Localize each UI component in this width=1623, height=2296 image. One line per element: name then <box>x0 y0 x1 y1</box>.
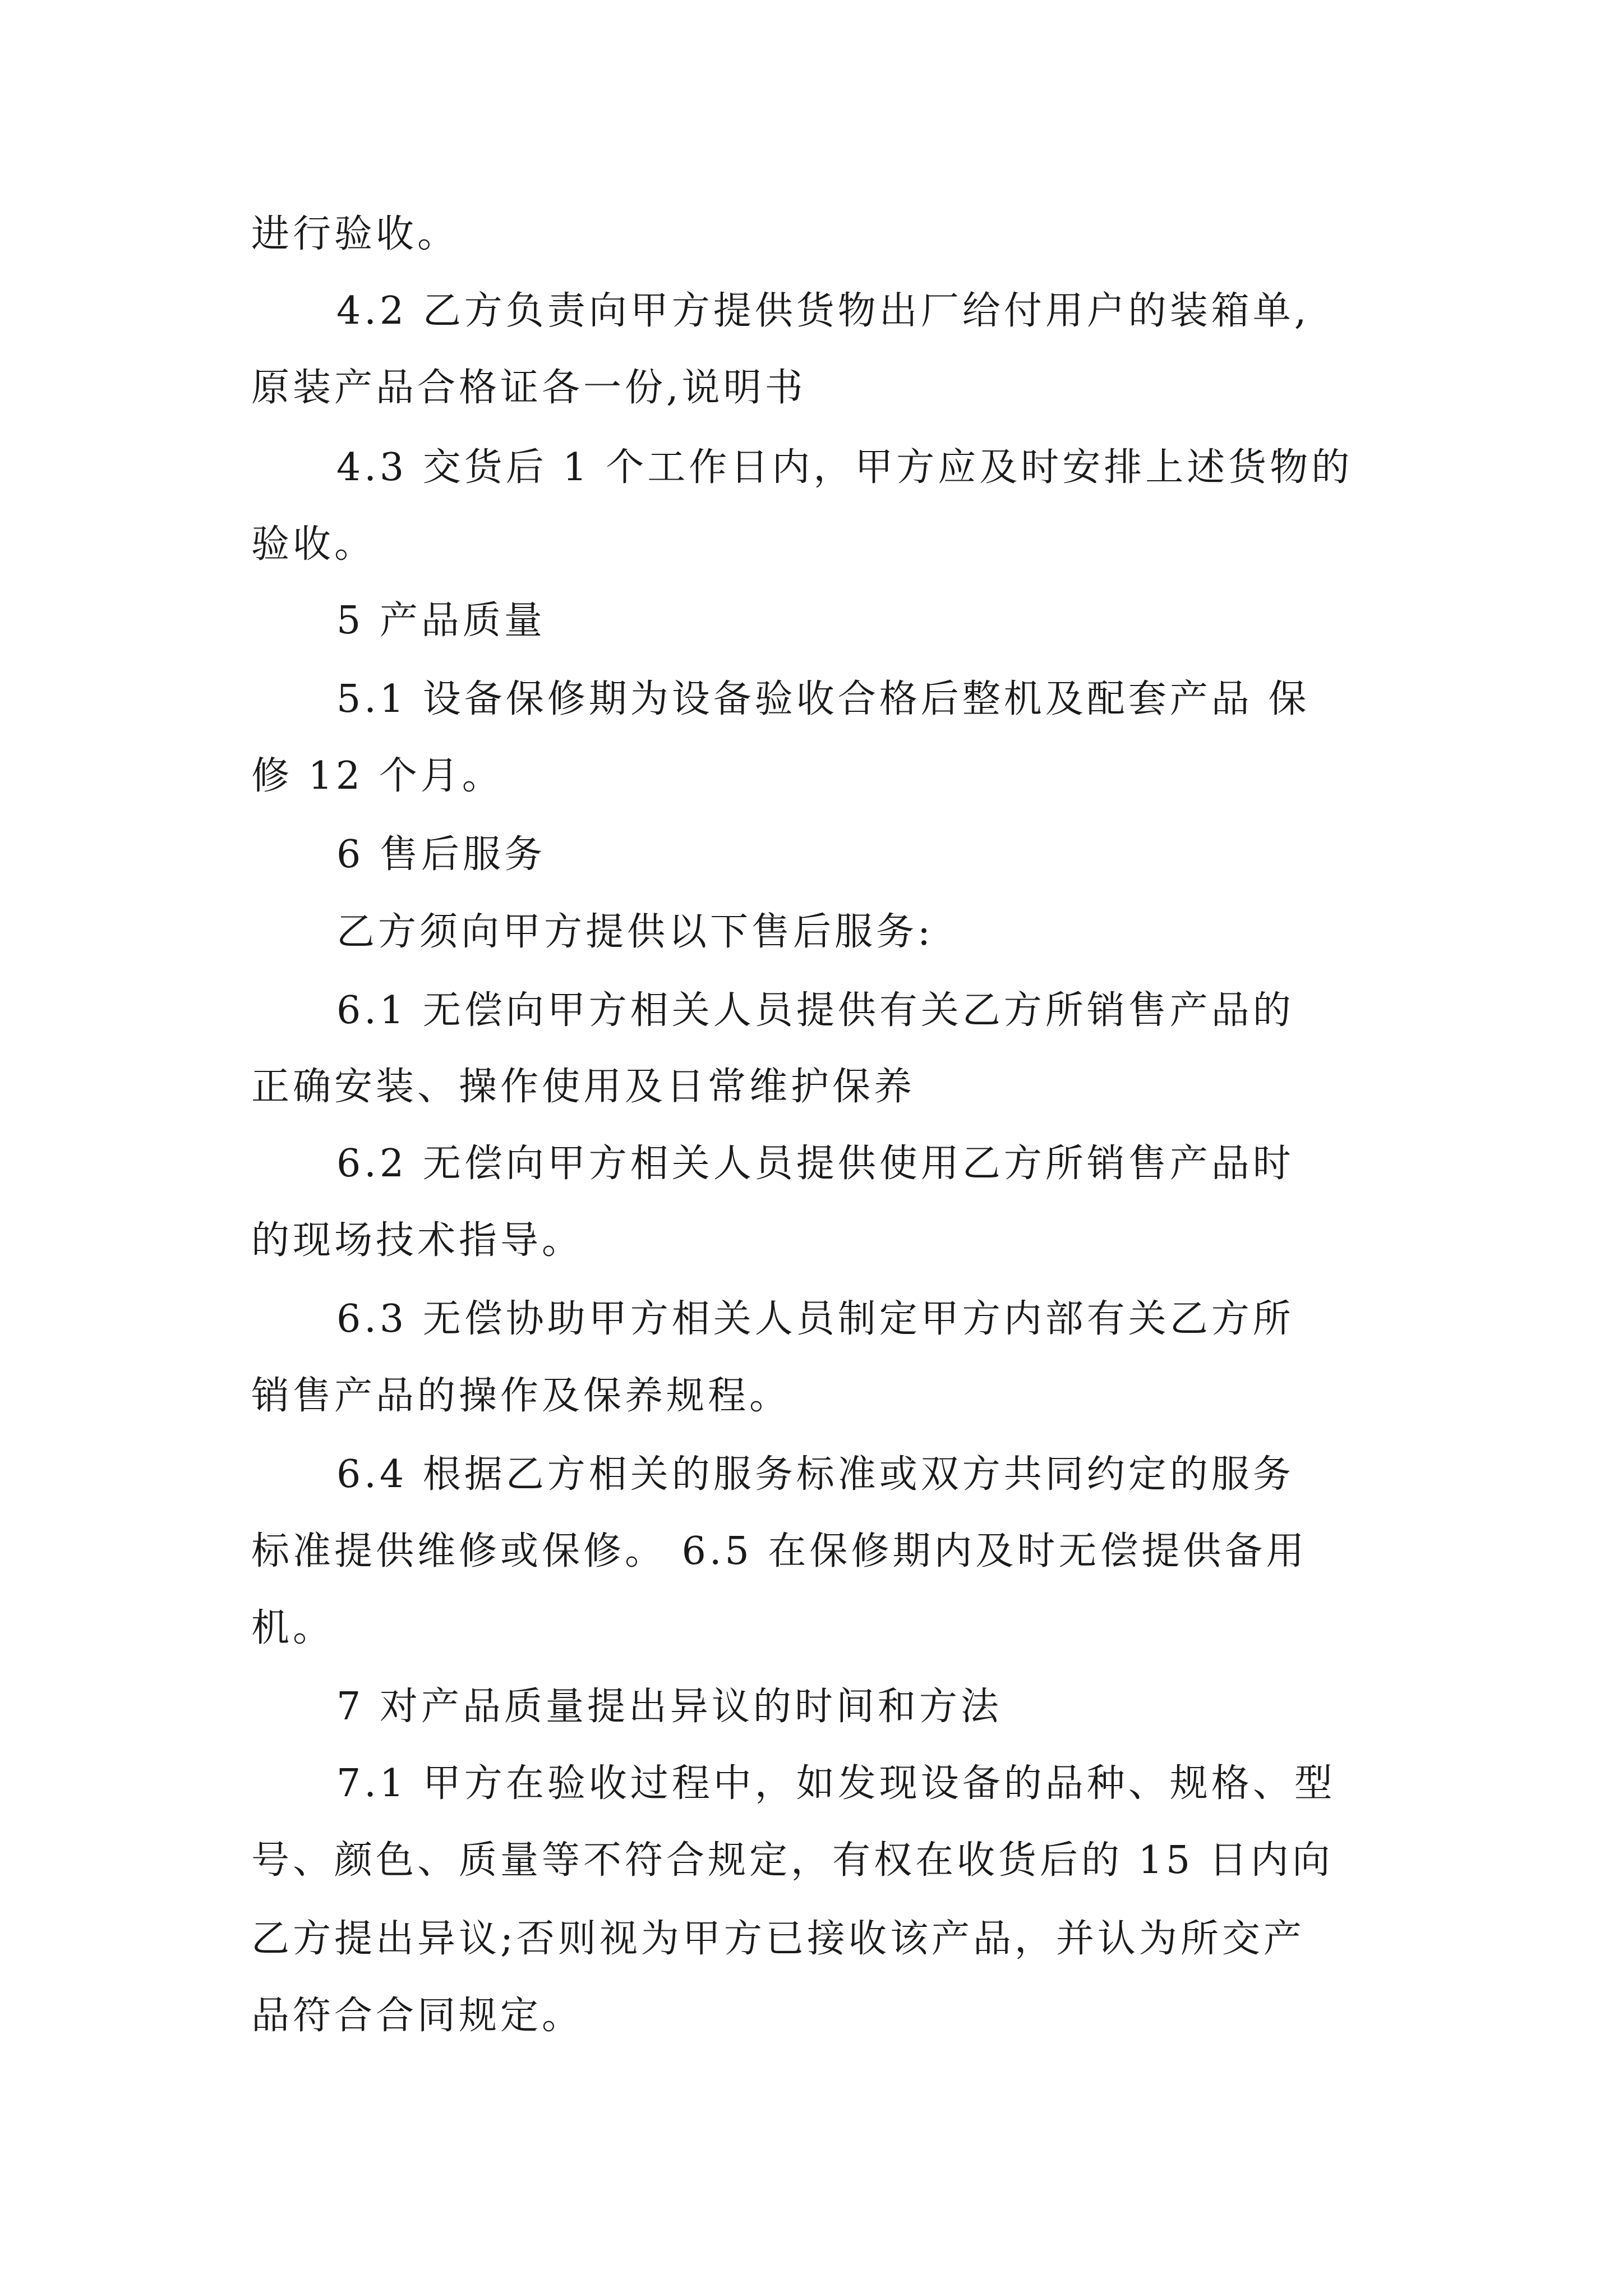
line-5: 验收。 <box>251 522 376 567</box>
line-14: 的现场技术指导。 <box>251 1218 584 1263</box>
line-1: 进行验收。 <box>251 212 459 256</box>
line-2: 4.2 乙方负责向甲方提供货物出厂给付用户的装箱单, <box>336 289 1310 333</box>
line-21: 7.1 甲方在验收过程中，如发现设备的品种、规格、型 <box>336 1761 1336 1806</box>
line-23: 乙方提出异议;否则视为甲方已接收该产品，并认为所交产 <box>251 1917 1305 1961</box>
line-8: 修 12 个月。 <box>251 754 504 798</box>
line-4: 4.3 交货后 1 个工作日内，甲方应及时安排上述货物的 <box>336 445 1353 490</box>
line-11: 6.1 无偿向甲方相关人员提供有关乙方所销售产品的 <box>336 988 1294 1033</box>
line-13: 6.2 无偿向甲方相关人员提供使用乙方所销售产品时 <box>336 1142 1294 1186</box>
line-16: 销售产品的操作及保养规程。 <box>251 1374 791 1418</box>
line-22: 号、颜色、质量等不符合规定，有权在收货后的 15 日内向 <box>251 1838 1334 1883</box>
line-19: 机。 <box>251 1606 335 1650</box>
line-3: 原装产品合格证各一份,说明书 <box>251 366 806 410</box>
line-15: 6.3 无偿协助甲方相关人员制定甲方内部有关乙方所 <box>336 1297 1294 1341</box>
line-17: 6.4 根据乙方相关的服务标准或双方共同约定的服务 <box>336 1452 1294 1497</box>
line-20: 7 对产品质量提出异议的时间和方法 <box>336 1685 1002 1729</box>
line-12: 正确安装、操作使用及日常维护保养 <box>251 1065 916 1109</box>
line-10: 乙方须向甲方提供以下售后服务: <box>336 910 934 954</box>
line-7: 5.1 设备保修期为设备验收合格后整机及配套产品 保 <box>336 677 1310 721</box>
line-9: 6 售后服务 <box>336 832 546 877</box>
line-6: 5 产品质量 <box>336 599 546 643</box>
line-18: 标准提供维修或保修。 6.5 在保修期内及时无偿提供备用 <box>251 1529 1308 1573</box>
line-24: 品符合合同规定。 <box>251 1994 584 2038</box>
